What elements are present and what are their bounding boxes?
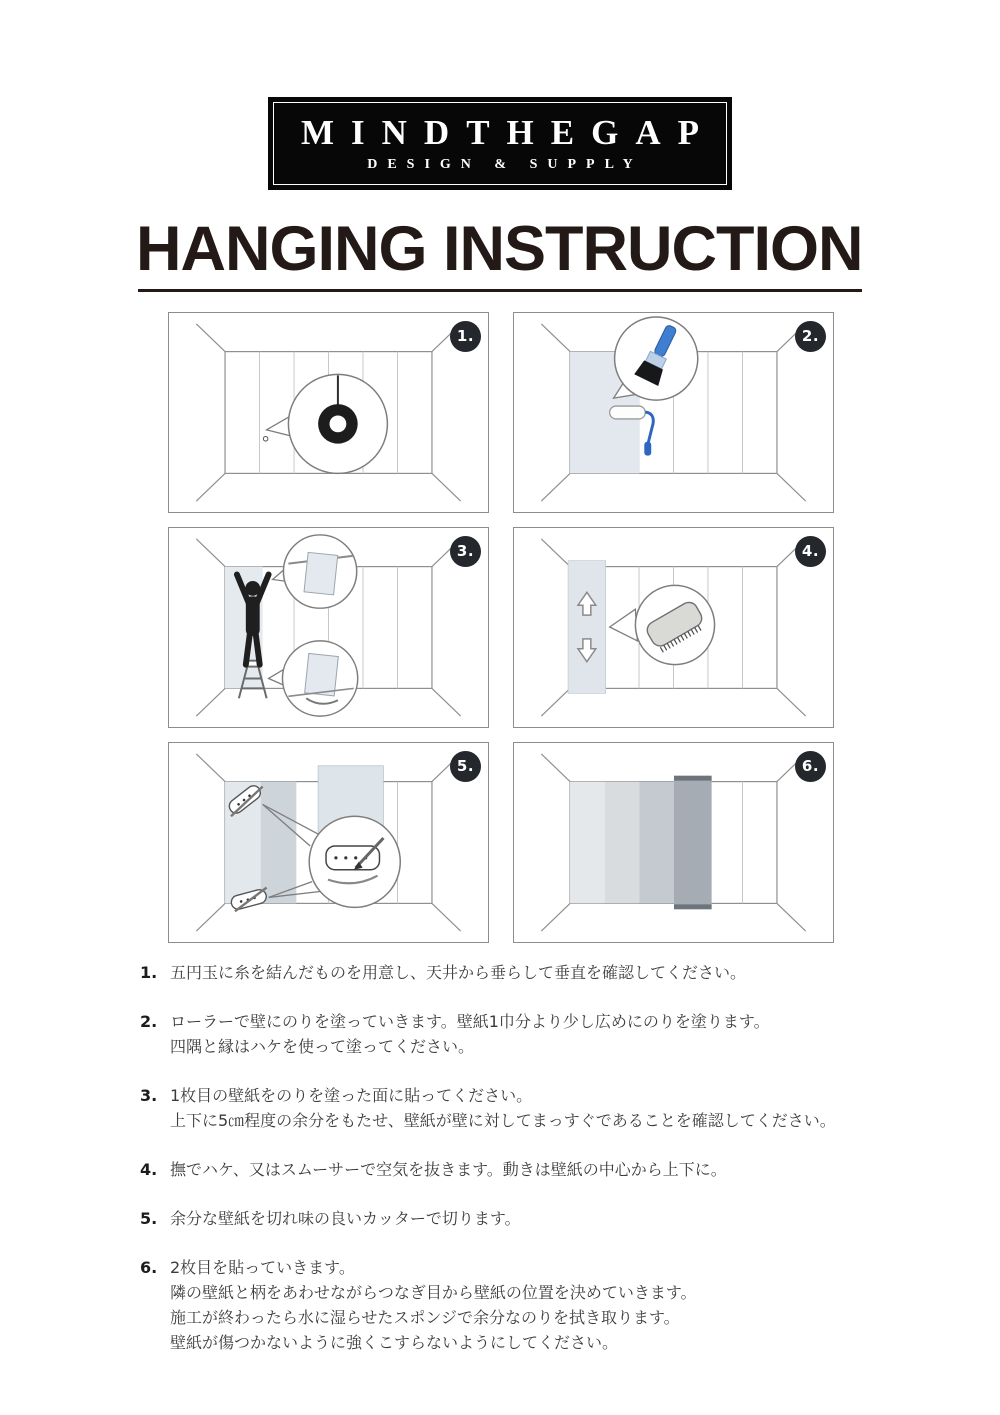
wallpaper-strip <box>261 782 297 904</box>
wallpaper-strip <box>568 561 606 694</box>
step-badge: 2. <box>795 321 826 352</box>
instruction-item-3 <box>140 1083 910 1133</box>
step-panel-3 <box>168 527 489 728</box>
item-number: 1. <box>140 963 158 982</box>
page-title: HANGING INSTRUCTION <box>136 214 863 284</box>
brand-logo <box>268 97 732 190</box>
step-panel-4 <box>513 527 834 728</box>
item-number: 5. <box>140 1209 158 1228</box>
instruction-text: 余分な壁紙を切れ味の良いカッターで切ります。 <box>170 1209 521 1228</box>
room-illustration-step3 <box>169 528 488 727</box>
smoother-callout <box>610 585 715 664</box>
step-panel-1 <box>168 312 489 513</box>
title-underline <box>138 289 862 292</box>
wallpaper-strip <box>570 782 605 904</box>
room-illustration-step1 <box>169 313 488 512</box>
room-illustration-step5 <box>169 743 488 942</box>
step-badge: 4. <box>795 536 826 567</box>
step-badge: 3. <box>450 536 481 567</box>
item-number: 2. <box>140 1012 158 1031</box>
instruction-text: 上下に5㎝程度の余分をもたせ、壁紙が壁に対してまっすぐであることを確認してください。 <box>170 1111 836 1130</box>
instruction-item-6 <box>140 1255 910 1355</box>
plumb-mark-dot <box>263 436 268 441</box>
instruction-list <box>140 960 910 1379</box>
logo-brand-name: MINDTHEGAP <box>301 113 716 153</box>
instruction-text: 四隅と縁はハケを使って塗ってください。 <box>170 1037 475 1056</box>
wallpaper-strip <box>639 782 674 904</box>
instruction-item-2 <box>140 1009 910 1059</box>
instruction-text: 施工が終わったら水に湿らせたスポンジで余分なのりを拭き取ります。 <box>170 1308 680 1327</box>
step-badge: 5. <box>450 751 481 782</box>
instruction-item-1 <box>140 960 910 985</box>
instruction-text: 壁紙が傷つかないように強くこすらないようにしてください。 <box>170 1333 619 1352</box>
step-panel-5 <box>168 742 489 943</box>
ceiling-overlap-callout <box>273 535 357 608</box>
step-panel-6 <box>513 742 834 943</box>
instruction-text: 隣の壁紙と柄をあわせながらつなぎ目から壁紙の位置を決めていきます。 <box>170 1283 697 1302</box>
item-number: 4. <box>140 1160 158 1179</box>
room-illustration-step2 <box>514 313 833 512</box>
paste-brush-callout <box>614 317 698 400</box>
item-number: 3. <box>140 1086 158 1105</box>
instruction-item-5 <box>140 1206 910 1231</box>
logo-tagline: DESIGN & SUPPLY <box>367 156 643 172</box>
trimming-callout <box>309 816 400 907</box>
room-illustration-step6 <box>514 743 833 942</box>
step-badge: 6. <box>795 751 826 782</box>
instruction-item-4 <box>140 1157 910 1182</box>
plumb-line-callout <box>263 374 387 473</box>
instruction-text: ローラーで壁にのりを塗っていきます。壁紙1巾分より少し広めにのりを塗ります。 <box>170 1012 770 1031</box>
wallpaper-strip <box>674 778 712 908</box>
step-panel-2 <box>513 312 834 513</box>
floor-overlap-callout <box>269 641 358 716</box>
room-illustration-step4 <box>514 528 833 727</box>
item-number: 6. <box>140 1258 158 1277</box>
step-badge: 1. <box>450 321 481 352</box>
instruction-text: 2枚目を貼っていきます。 <box>170 1258 355 1277</box>
wallpaper-strip <box>605 782 640 904</box>
instruction-text: 撫でハケ、又はスムーサーで空気を抜きます。動きは壁紙の中心から上下に。 <box>170 1160 727 1179</box>
instruction-text: 五円玉に糸を結んだものを用意し、天井から垂らして垂直を確認してください。 <box>170 963 747 982</box>
instruction-text: 1枚目の壁紙をのりを塗った面に貼ってください。 <box>170 1086 533 1105</box>
